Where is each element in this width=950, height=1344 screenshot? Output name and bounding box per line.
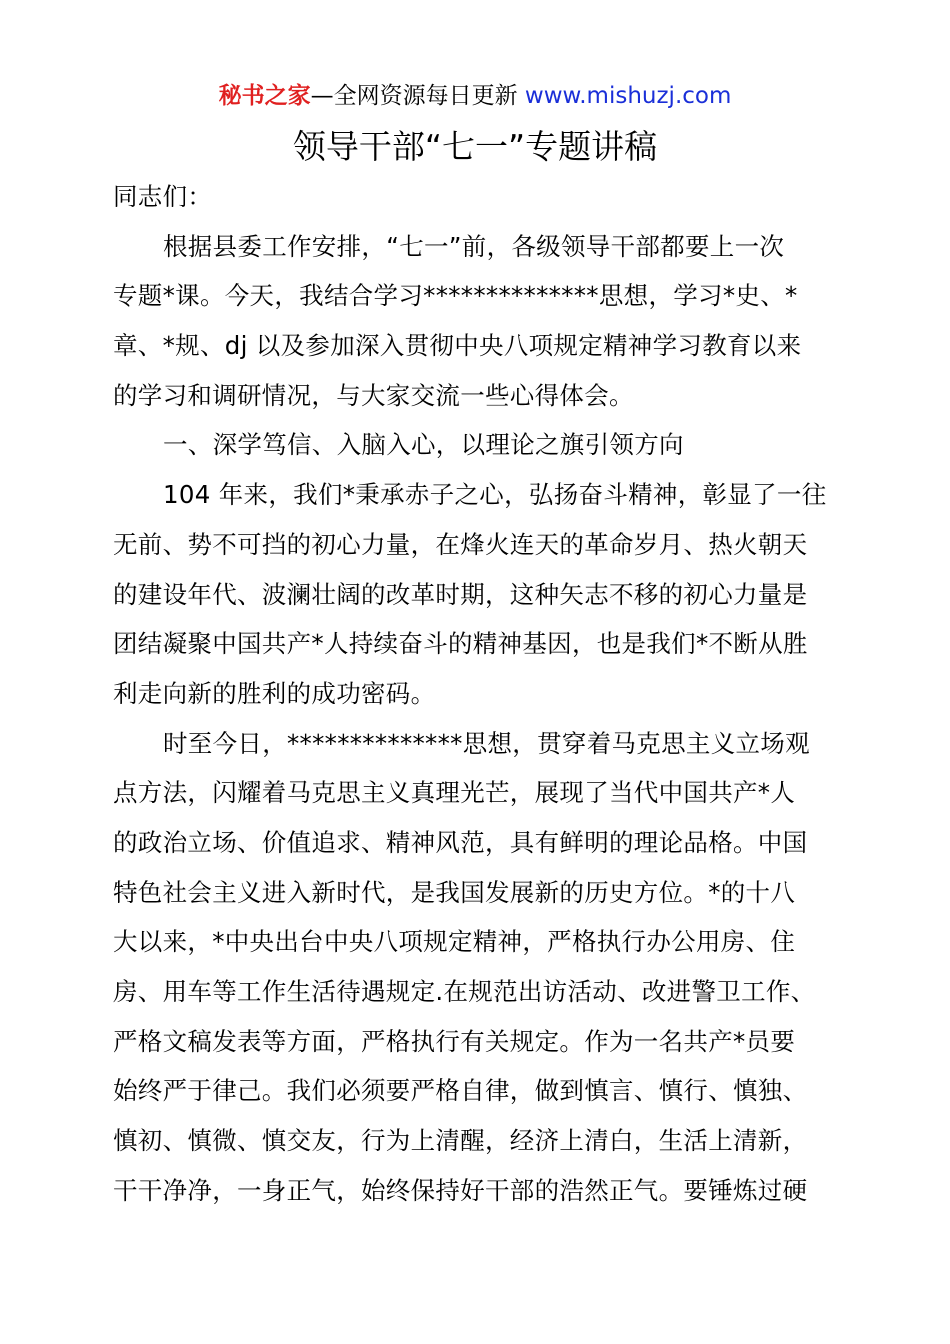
text-line: 大以来，*中央出台中央八项规定精神，严格执行办公用房、住 xyxy=(113,927,796,957)
brand-name: 秘书之家 xyxy=(218,83,311,109)
text-line: 点方法，闪耀着马克思主义真理光芒，展现了当代中国共产*人 xyxy=(113,778,796,808)
text-line: 专题*课。今天，我结合学习**************思想，学习*史、* xyxy=(113,281,798,311)
document-body xyxy=(113,172,839,1215)
text-line: 利走向新的胜利的成功密码。 xyxy=(113,678,436,708)
text-line: 的学习和调研情况，与大家交流一些心得体会。 xyxy=(113,380,634,410)
document-title: 领导干部“七一”专题讲稿 xyxy=(292,127,658,166)
text-line: 无前、势不可挡的初心力量，在烽火连天的革命岁月、热火朝天 xyxy=(113,529,808,559)
header-slogan: —全网资源每日更新 xyxy=(310,83,525,109)
text-line: 的建设年代、波澜壮阔的改革时期，这种矢志不移的初心力量是 xyxy=(113,579,808,609)
text-line: 房、用车等工作生活待遇规定.在规范出访活动、改进警卫工作、 xyxy=(113,977,816,1006)
site-header xyxy=(0,78,950,114)
text-line: 104 年来，我们*秉承赤子之心，弘扬奋斗精神，彰显了一往 xyxy=(163,480,827,510)
text-line: 同志们： xyxy=(113,182,213,211)
section-heading: 一、深学笃信、入脑入心，以理论之旗引领方向 xyxy=(163,430,684,460)
text-line: 特色社会主义进入新时代，是我国发展新的历史方位。*的十八 xyxy=(113,877,796,907)
text-line: 团结凝聚中国共产*人持续奋斗的精神基因，也是我们*不断从胜 xyxy=(113,629,808,659)
text-line: 严格文稿发表等方面，严格执行有关规定。作为一名共产*员要 xyxy=(113,1026,796,1056)
text-line: 干干净净，一身正气，始终保持好干部的浩然正气。要锤炼过硬 xyxy=(113,1175,808,1205)
text-line: 章、*规、dj 以及参加深入贯彻中央八项规定精神学习教育以来 xyxy=(113,331,802,361)
text-line: 的政治立场、价值追求、精神风范，具有鲜明的理论品格。中国 xyxy=(113,827,808,857)
text-line: 始终严于律己。我们必须要严格自律，做到慎言、慎行、慎独、 xyxy=(113,1076,808,1106)
text-line: 慎初、慎微、慎交友，行为上清醒，经济上清白，生活上清新， xyxy=(113,1126,808,1156)
text-line: 时至今日，**************思想，贯穿着马克思主义立场观 xyxy=(163,728,810,758)
site-url: www.mishuzj.com xyxy=(524,83,732,109)
text-line: 根据县委工作安排，“七一”前，各级领导干部都要上一次 xyxy=(163,231,785,261)
